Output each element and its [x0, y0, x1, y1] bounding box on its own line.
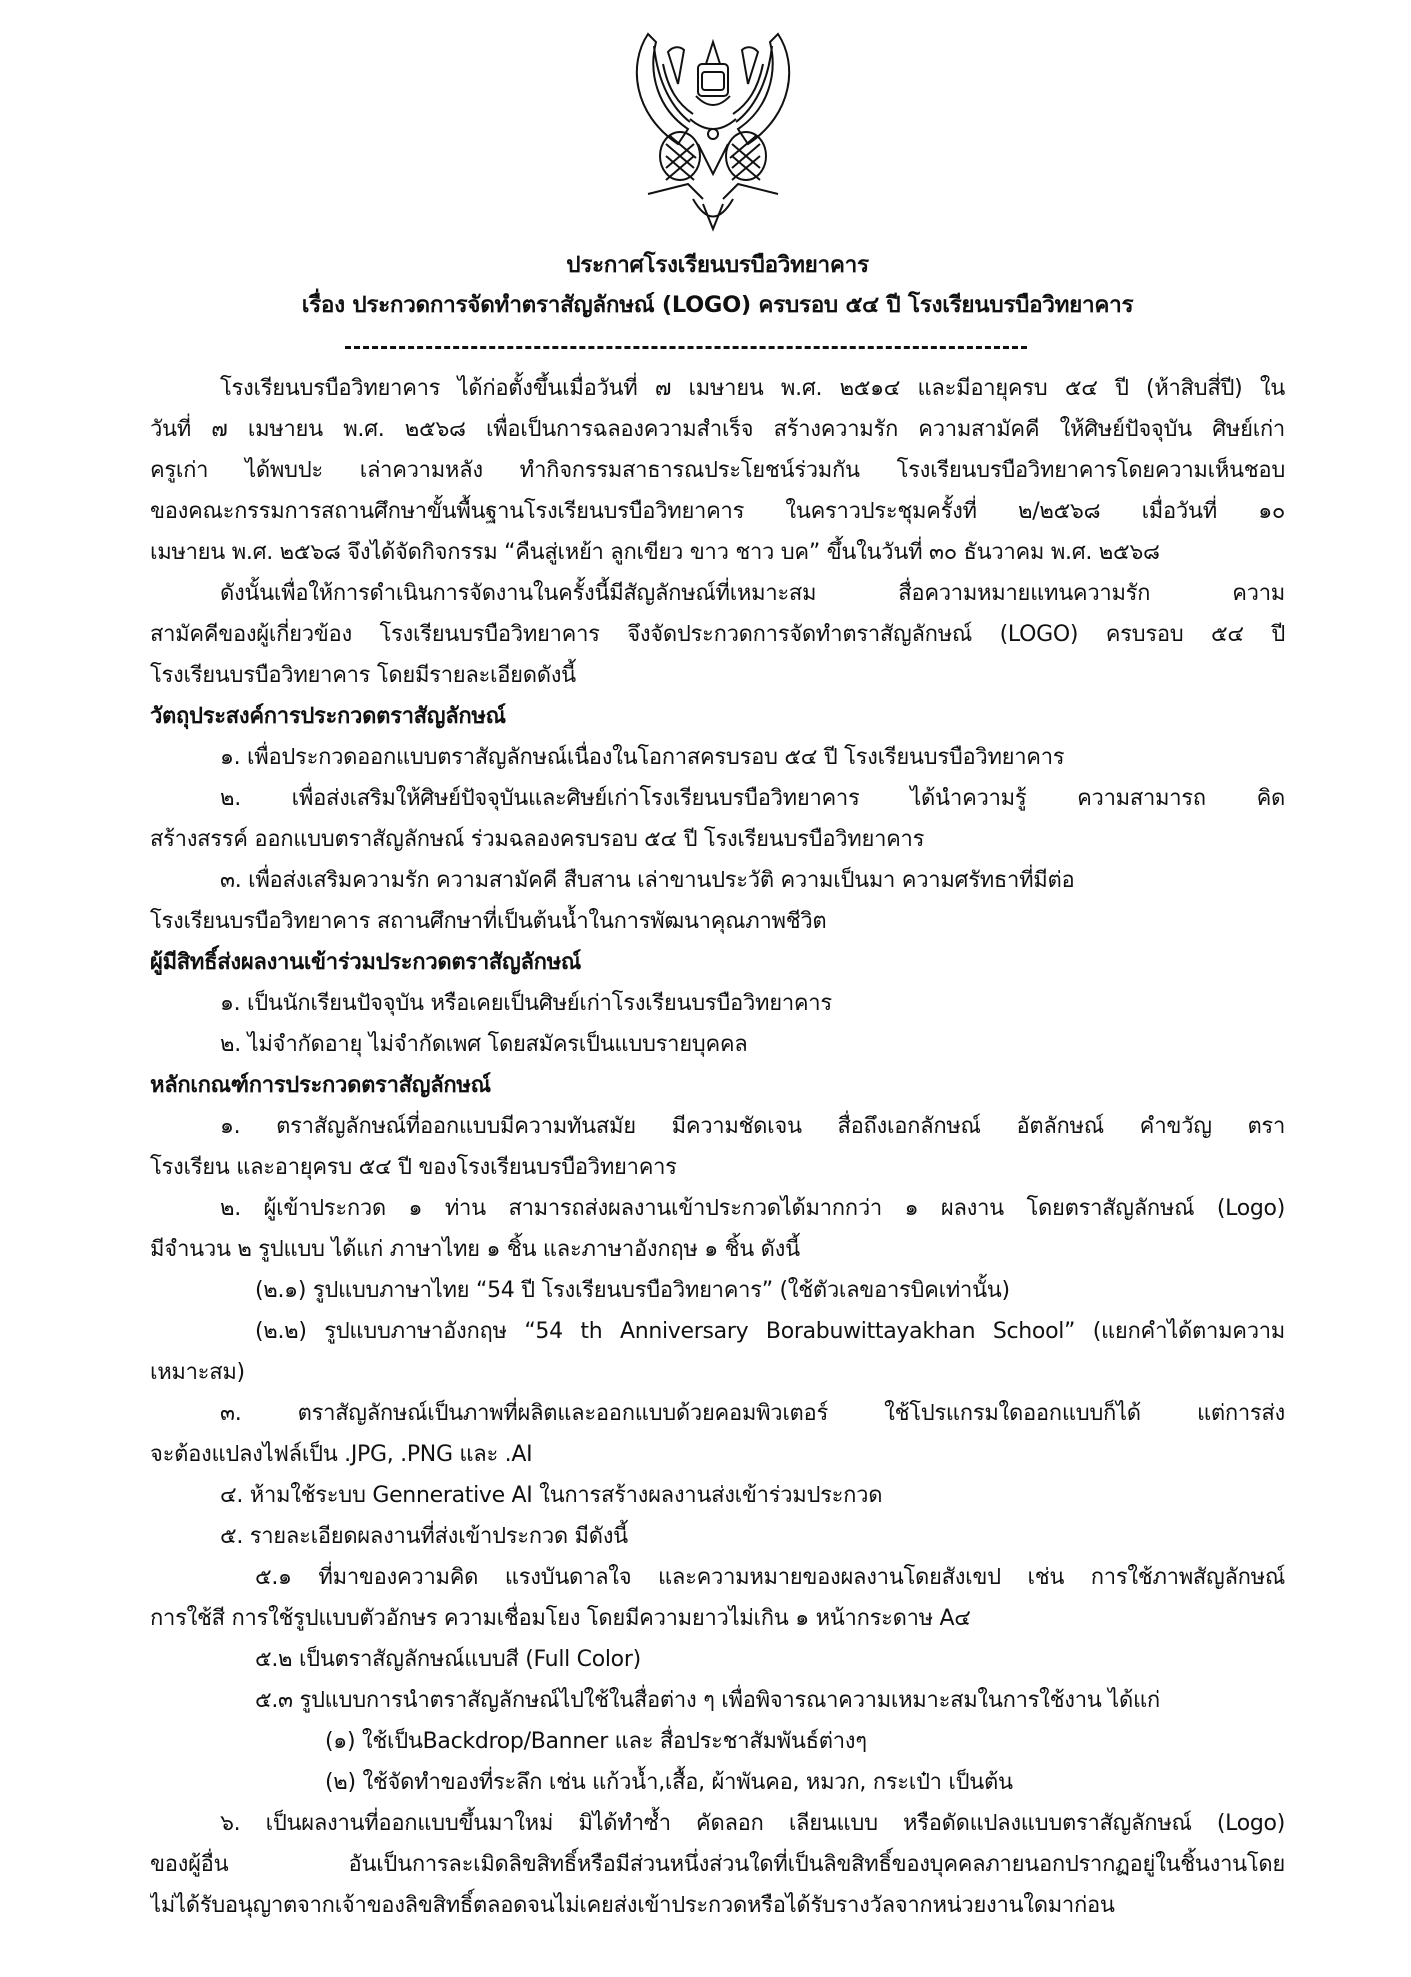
objective-item: ๓. เพื่อส่งเสริมความรัก ความสามัคคี สืบสาน เล่าขานประวัติ ความเป็นมา ความศรัทธาที่มีต่อ	[220, 868, 1075, 893]
criteria-item: ๒. ผู้เข้าประกวด ๑ ท่าน สามารถส่งผลงานเข้าประกวดได้มากกว่า ๑ ผลงาน โดยตราสัญลักษณ์ (Logo)	[220, 1196, 1285, 1221]
criteria-item: เหมาะสม)	[150, 1360, 245, 1385]
eligibility-item: ๒. ไม่จำกัดอายุ ไม่จำกัดเพศ โดยสมัครเป็นแบบรายบุคคล	[220, 1032, 748, 1057]
criteria-item: (๑) ใช้เป็นBackdrop/Banner และ สื่อประชาสัมพันธ์ต่างๆ	[325, 1729, 867, 1754]
objective-item: สร้างสรรค์ ออกแบบตราสัญลักษณ์ ร่วมฉลองครบรอบ ๕๔ ปี โรงเรียนบรบือวิทยาคาร	[150, 827, 925, 852]
criteria-item: ๕. รายละเอียดผลงานที่ส่งเข้าประกวด มีดังนี้	[220, 1524, 628, 1549]
intro-line: ดังนั้นเพื่อให้การดำเนินการจัดงานในครั้งนี้มีสัญลักษณ์ที่เหมาะสม สื่อความหมายแทนความรัก ความ	[220, 581, 1285, 606]
criteria-item: ๕.๓ รูปแบบการนำตราสัญลักษณ์ไปใช้ในสื่อต่าง ๆ เพื่อพิจารณาความเหมาะสมในการใช้งาน ได้แก่	[255, 1688, 1160, 1713]
criteria-item: จะต้องแปลงไฟล์เป็น .JPG, .PNG และ .AI	[150, 1442, 533, 1467]
intro-line: ของคณะกรรมการสถานศึกษาขั้นพื้นฐานโรงเรียนบรบือวิทยาคาร ในคราวประชุมครั้งที่ ๒/๒๕๖๘ เมื่อวันที่ ๑๐	[150, 499, 1285, 524]
section-heading-objectives: วัตถุประสงค์การประกวดตราสัญลักษณ์	[150, 704, 506, 729]
criteria-item: (๒) ใช้จัดทำของที่ระลึก เช่น แก้วน้ำ,เสื้อ, ผ้าพันคอ, หมวก, กระเป๋า เป็นต้น	[325, 1770, 1013, 1795]
separator-dashes	[345, 346, 1027, 349]
criteria-item: การใช้สี การใช้รูปแบบตัวอักษร ความเชื่อมโยง โดยมีความยาวไม่เกิน ๑ หน้ากระดาษ A๔	[150, 1606, 971, 1631]
criteria-item: ๕.๒ เป็นตราสัญลักษณ์แบบสี (Full Color)	[255, 1647, 641, 1672]
criteria-item: ๔. ห้ามใช้ระบบ Gennerative AI ในการสร้างผลงานส่งเข้าร่วมประกวด	[220, 1483, 883, 1508]
criteria-item: (๒.๒) รูปแบบภาษาอังกฤษ “54 th Anniversary Borabuwittayakhan School” (แยกคำได้ตามความ	[255, 1319, 1285, 1344]
objective-item: โรงเรียนบรบือวิทยาคาร สถานศึกษาที่เป็นต้นน้ำในการพัฒนาคุณภาพชีวิต	[150, 909, 827, 934]
intro-line: วันที่ ๗ เมษายน พ.ศ. ๒๕๖๘ เพื่อเป็นการฉลองความสำเร็จ สร้างความรัก ความสามัคคี ให้ศิษย์ปัจจุบัน ศิษย์เก่า	[150, 417, 1285, 442]
criteria-item: ๕.๑ ที่มาของความคิด แรงบันดาลใจ และความหมายของผลงานโดยสังเขป เช่น การใช้ภาพสัญลักษณ์	[255, 1565, 1285, 1590]
intro-line: ครูเก่า ได้พบปะ เล่าความหลัง ทำกิจกรรมสาธารณประโยชน์ร่วมกัน โรงเรียนบรบือวิทยาคารโดยความเห็นชอบ	[150, 458, 1285, 483]
objective-item: ๑. เพื่อประกวดออกแบบตราสัญลักษณ์เนื่องในโอกาสครบรอบ ๕๔ ปี โรงเรียนบรบือวิทยาคาร	[220, 745, 1065, 770]
intro-line: เมษายน พ.ศ. ๒๕๖๘ จึงได้จัดกิจกรรม “คืนสู่เหย้า ลูกเขียว ขาว ชาว บค” ขึ้นในวันที่ ๓๐ ธันวาคม พ.ศ. ๒๕๖๘	[150, 540, 1160, 565]
intro-line: โรงเรียนบรบือวิทยาคาร ได้ก่อตั้งขึ้นเมื่อวันที่ ๗ เมษายน พ.ศ. ๒๕๑๔ และมีอายุครบ ๕๔ ปี (ห้าสิบสี่ปี) ใน	[220, 376, 1285, 401]
criteria-item: มีจำนวน ๒ รูปแบบ ได้แก่ ภาษาไทย ๑ ชิ้น และภาษาอังกฤษ ๑ ชิ้น ดังนี้	[150, 1237, 800, 1262]
garuda-emblem-icon	[618, 24, 808, 234]
eligibility-item: ๑. เป็นนักเรียนปัจจุบัน หรือเคยเป็นศิษย์เก่าโรงเรียนบรบือวิทยาคาร	[220, 991, 832, 1016]
section-heading-eligibility: ผู้มีสิทธิ์ส่งผลงานเข้าร่วมประกวดตราสัญลักษณ์	[150, 950, 582, 975]
criteria-item: ไม่ได้รับอนุญาตจากเจ้าของลิขสิทธิ์ตลอดจนไม่เคยส่งเข้าประกวดหรือได้รับรางวัลจากหน่วยงานใดมาก่อน	[150, 1893, 1115, 1918]
criteria-item: ๑. ตราสัญลักษณ์ที่ออกแบบมีความทันสมัย มีความชัดเจน สื่อถึงเอกลักษณ์ อัตลักษณ์ คำขวัญ ตรา	[220, 1114, 1285, 1139]
announcement-subject: เรื่อง ประกวดการจัดทำตราสัญลักษณ์ (LOGO) ครบรอบ ๕๔ ปี โรงเรียนบรบือวิทยาคาร	[301, 292, 1134, 318]
criteria-item: (๒.๑) รูปแบบภาษาไทย “54 ปี โรงเรียนบรบือวิทยาคาร” (ใช้ตัวเลขอารบิคเท่านั้น)	[255, 1278, 1010, 1303]
intro-line: โรงเรียนบรบือวิทยาคาร โดยมีรายละเอียดดังนี้	[150, 663, 576, 688]
section-heading-criteria: หลักเกณฑ์การประกวดตราสัญลักษณ์	[150, 1073, 491, 1098]
announcement-title: ประกาศโรงเรียนบรบือวิทยาคาร	[566, 252, 869, 278]
criteria-item: ๓. ตราสัญลักษณ์เป็นภาพที่ผลิตและออกแบบด้วยคอมพิวเตอร์ ใช้โปรแกรมใดออกแบบก็ได้ แต่การส่ง	[220, 1401, 1285, 1426]
objective-item: ๒. เพื่อส่งเสริมให้ศิษย์ปัจจุบันและศิษย์เก่าโรงเรียนบรบือวิทยาคาร ได้นำความรู้ ความสามารถ คิด	[220, 786, 1285, 811]
intro-line: สามัคคีของผู้เกี่ยวข้อง โรงเรียนบรบือวิทยาคาร จึงจัดประกวดการจัดทำตราสัญลักษณ์ (LOGO) ครบรอบ ๕๔ ปี	[150, 622, 1285, 647]
criteria-item: ๖. เป็นผลงานที่ออกแบบขึ้นมาใหม่ มิได้ทำซ้ำ คัดลอก เลียนแบบ หรือดัดแปลงแบบตราสัญลักษณ์ (Logo)	[220, 1811, 1285, 1836]
criteria-item: ของผู้อื่น อันเป็นการละเมิดลิขสิทธิ์หรือมีส่วนหนึ่งส่วนใดที่เป็นลิขสิทธิ์ของบุคคลภายนอกปรากฏอยู่ในชิ้นงานโดย	[150, 1852, 1285, 1877]
criteria-item: โรงเรียน และอายุครบ ๕๔ ปี ของโรงเรียนบรบือวิทยาคาร	[150, 1155, 677, 1180]
